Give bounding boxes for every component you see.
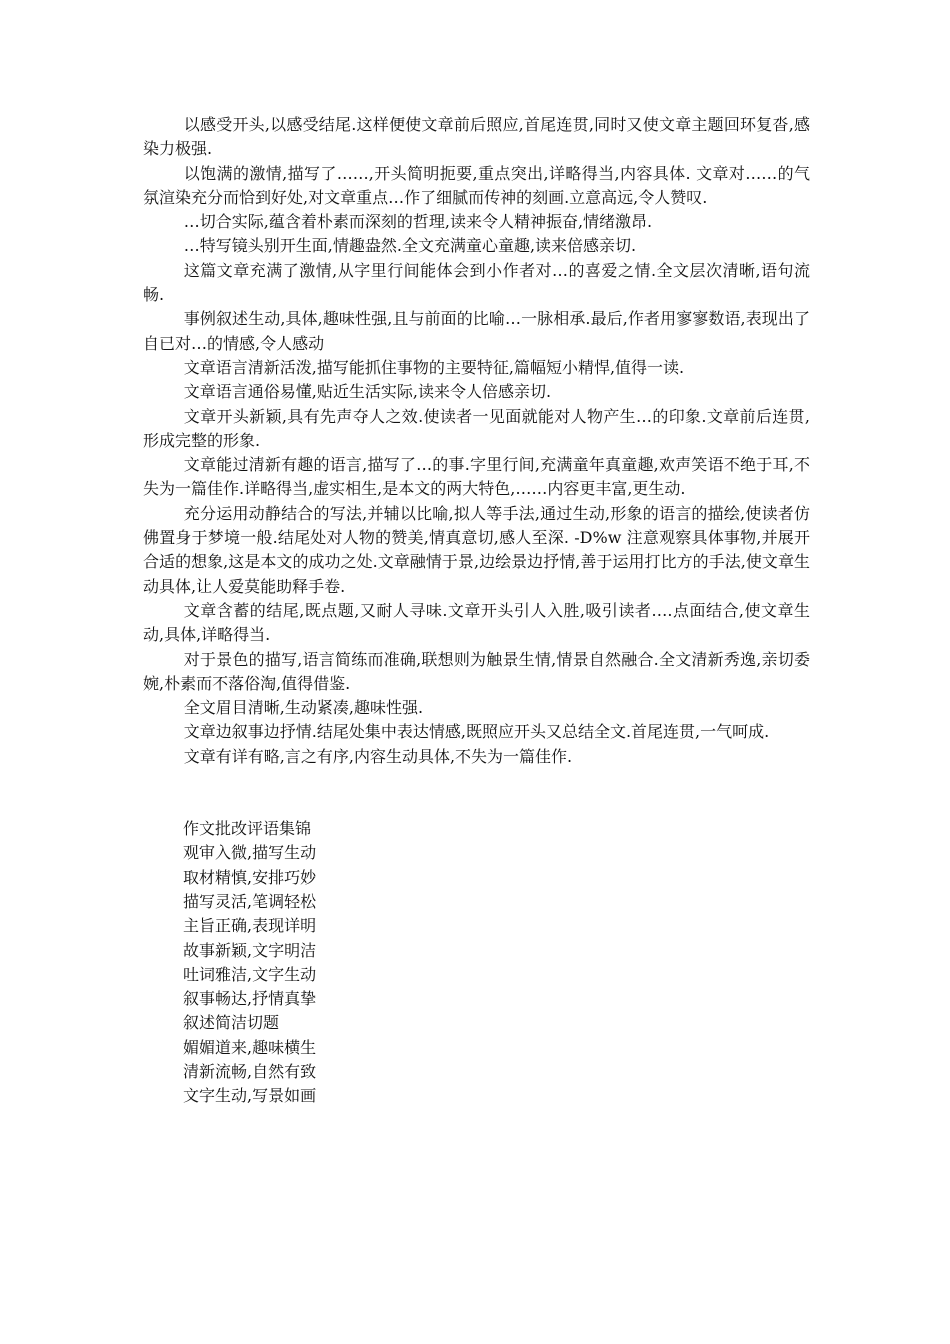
- list-item: 观审入微,描写生动: [183, 843, 317, 863]
- paragraph-15: 文章边叙事边抒情.结尾处集中表达情感,既照应开头又总结全文.首尾连贯,一气呵成.: [183, 722, 770, 742]
- paragraph-4: …特写镜头别开生面,情趣盎然.全文充满童心童趣,读来倍感亲切.: [183, 236, 637, 256]
- document-page: [143, 113, 810, 1109]
- list-item: 叙事畅达,抒情真挚: [183, 989, 317, 1009]
- paragraph-9: 文章开头新颖,具有先声夺人之效.使读者一见面就能对人物产生…的印象.文章前后连贯,形成完整的形象.: [143, 406, 810, 450]
- comment-list: [143, 817, 810, 1109]
- paragraph-13: 对于景色的描写,语言简练而准确,联想则为触景生情,情景自然融合.全文清新秀逸,亲切委婉,朴素而不落俗淘,值得借鉴.: [143, 649, 810, 693]
- paragraph-3: …切合实际,蕴含着朴素而深刻的哲理,读来令人精神振奋,情绪激昂.: [183, 212, 653, 232]
- paragraph-11: 充分运用动静结合的写法,并辅以比喻,拟人等手法,通过生动,形象的语言的描绘,使读者仿佛置身于梦境一般.结尾处对人物的赞美,情真意切,感人至深. -D%w 注意观察具体事物,并展开合适的想象,这是本文的成功之处.文章融情于景,边绘景边抒情,善于运用打比方的手法,使文章生动具体,让人爱莫能助释手卷.: [143, 503, 810, 596]
- list-item: 取材精慎,安排巧妙: [183, 867, 317, 887]
- list-item: 文字生动,写景如画: [183, 1086, 317, 1106]
- paragraph-6: 事例叙述生动,具体,趣味性强,且与前面的比喻…一脉相承.最后,作者用寥寥数语,表现出了自已对…的情感,令人感动: [143, 309, 810, 353]
- list-item: 叙述简洁切题: [183, 1013, 280, 1033]
- section-spacer: [143, 769, 810, 817]
- list-item: 描写灵活,笔调轻松: [183, 891, 317, 911]
- paragraph-2: 以饱满的激情,描写了……,开头简明扼要,重点突出,详略得当,内容具体. 文章对……的气氛渲染充分而恰到好处,对文章重点…作了细腻而传神的刻画.立意高远,令人赞叹.: [143, 163, 810, 207]
- paragraph-8: 文章语言通俗易懂,贴近生活实际,读来令人倍感亲切.: [183, 382, 552, 402]
- paragraph-7: 文章语言清新活泼,描写能抓住事物的主要特征,篇幅短小精悍,值得一读.: [183, 357, 685, 377]
- paragraph-10: 文章能过清新有趣的语言,描写了…的事.字里行间,充满童年真童趣,欢声笑语不绝于耳,不失为一篇佳作.详略得当,虚实相生,是本文的两大特色,……内容更丰富,更生动.: [143, 455, 810, 499]
- paragraph-1: 以感受开头,以感受结尾.这样便使文章前后照应,首尾连贯,同时又使文章主题回环复沓,感染力极强.: [143, 115, 810, 159]
- paragraph-16: 文章有详有略,言之有序,内容生动具体,不失为一篇佳作.: [183, 746, 573, 766]
- list-item: 清新流畅,自然有致: [183, 1061, 317, 1081]
- list-item: 吐词雅洁,文字生动: [183, 964, 317, 984]
- list-item: 故事新颖,文字明洁: [183, 940, 317, 960]
- paragraph-12: 文章含蓄的结尾,既点题,又耐人寻味.文章开头引人入胜,吸引读者….点面结合,使文章生动,具体,详略得当.: [143, 600, 810, 645]
- list-item: 主旨正确,表现详明: [183, 916, 317, 936]
- paragraph-14: 全文眉目清晰,生动紧凑,趣味性强.: [183, 698, 424, 718]
- list-title: 作文批改评语集锦: [183, 819, 312, 839]
- list-item: 媚媚道来,趣味横生: [183, 1037, 317, 1057]
- paragraph-5: 这篇文章充满了激情,从字里行间能体会到小作者对…的喜爱之情.全文层次清晰,语句流畅.: [143, 260, 810, 305]
